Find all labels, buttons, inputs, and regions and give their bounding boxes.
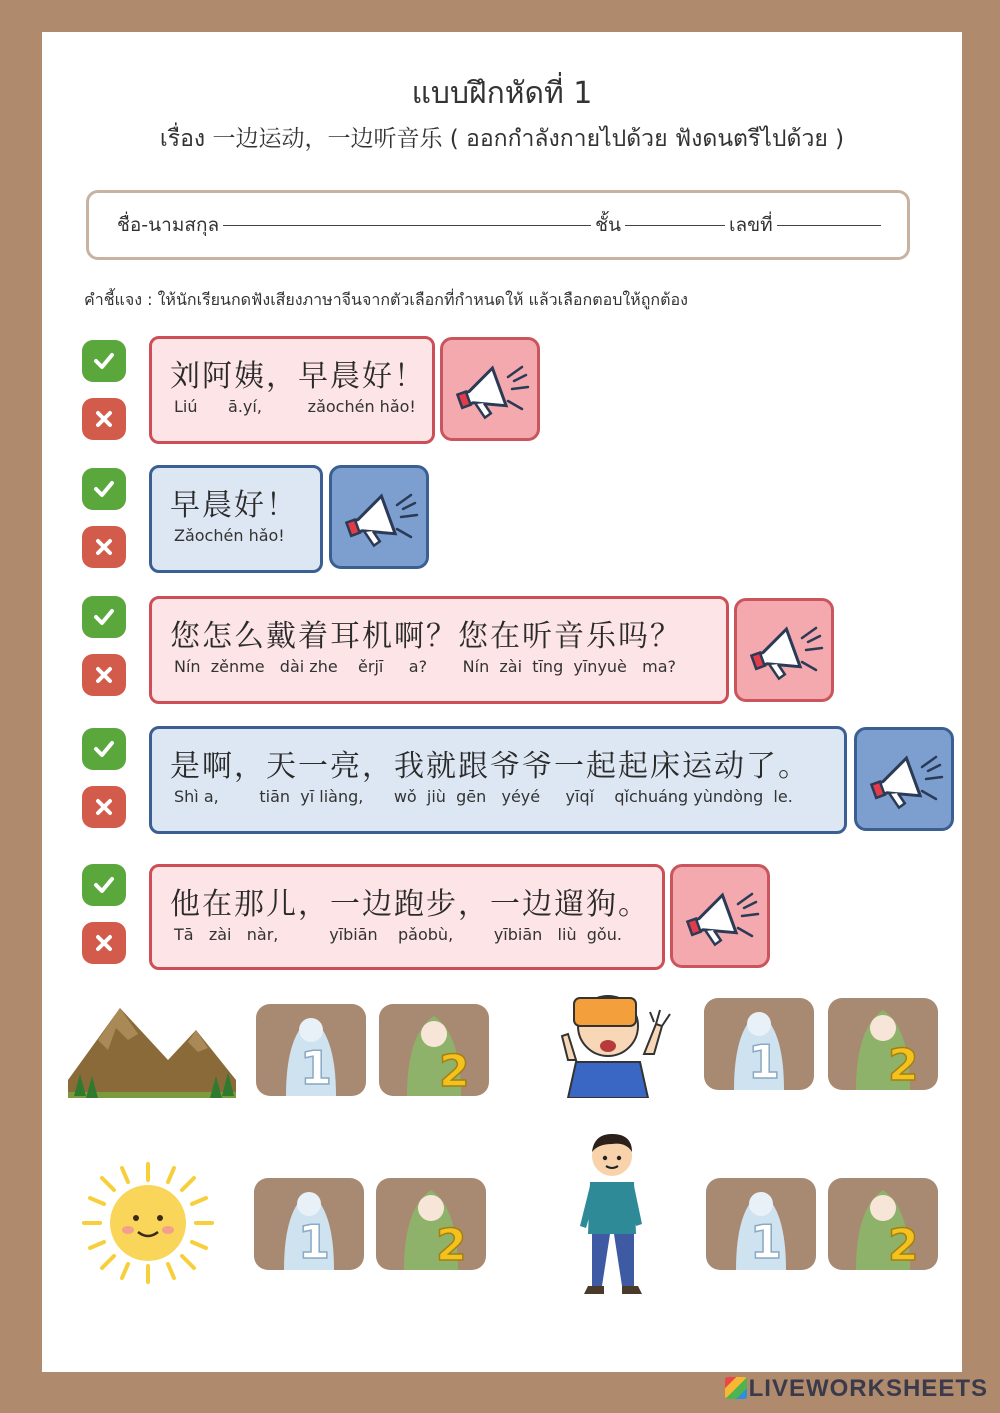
check-button[interactable]: [82, 864, 126, 906]
check-icon: [91, 872, 117, 898]
answer-option-2[interactable]: [828, 998, 938, 1090]
cross-button[interactable]: [82, 398, 126, 440]
answer-option-1[interactable]: [256, 1004, 366, 1096]
sun-picture: [80, 1160, 216, 1286]
name-label: ชื่อ-นามสกุล: [117, 214, 220, 236]
dialogue-bubble: [149, 596, 729, 704]
number-2-choice-icon: [379, 1004, 489, 1096]
pinyin-text: Shì a, tiān yī liàng, wǒ jiù gēn yéyé yīqǐ qǐchuáng yùndòng le.: [174, 787, 793, 806]
check-button[interactable]: [82, 468, 126, 510]
answer-option-2[interactable]: [376, 1178, 486, 1270]
liveworksheets-logo: [725, 1375, 988, 1403]
pinyin-text: Liú ā.yí, zǎochén hǎo!: [174, 397, 416, 416]
cross-button[interactable]: [82, 922, 126, 964]
svg-text:2: 2: [439, 1046, 470, 1096]
answer-option-2[interactable]: [828, 1178, 938, 1270]
instruction-text: คำชี้แจง : ให้นักเรียนกดฟังเสียงภาษาจีนจากตัวเลือกที่กำหนดให้ แล้วเลือกตอบให้ถูกต้อง: [84, 290, 688, 309]
play-audio-button[interactable]: [670, 864, 770, 968]
svg-text:1: 1: [748, 1035, 781, 1089]
page-subtitle: เรื่อง 一边运动，一边听音乐 ( ออกกำลังกายไปด้วย ฟังดนตรีไปด้วย ): [159, 126, 845, 152]
chinese-text: 您怎么戴着耳机啊？您在听音乐吗？: [170, 619, 682, 654]
chinese-text: 他在那儿，一边跑步，一边遛狗。: [170, 887, 650, 922]
page-title: แบบฝึกหัดที่ 1: [411, 76, 593, 111]
class-field[interactable]: [625, 224, 725, 226]
check-button[interactable]: [82, 596, 126, 638]
cross-button[interactable]: [82, 526, 126, 568]
play-audio-button[interactable]: [440, 337, 540, 441]
megaphone-icon: [337, 477, 421, 557]
mountain-picture: [68, 1000, 236, 1110]
answer-option-1[interactable]: [706, 1178, 816, 1270]
number-1-choice-icon: [256, 1004, 366, 1096]
number-2-choice-icon: [828, 998, 938, 1090]
cross-icon: [91, 662, 117, 688]
megaphone-icon: [862, 739, 946, 819]
number-1-choice-icon: [704, 998, 814, 1090]
chinese-text: 是啊，天一亮，我就跟爷爷一起起床运动了。: [170, 749, 810, 784]
check-button[interactable]: [82, 728, 126, 770]
number-1-choice-icon: [254, 1178, 364, 1270]
check-icon: [91, 476, 117, 502]
pinyin-text: Nín zěnme dài zhe ěrjī a? Nín zài tīng yīnyuè ma?: [174, 657, 677, 676]
answer-option-1[interactable]: [704, 998, 814, 1090]
check-button[interactable]: [82, 340, 126, 382]
play-audio-button[interactable]: [734, 598, 834, 702]
number-2-choice-icon: [828, 1178, 938, 1270]
class-label: ชั้น: [595, 214, 621, 236]
dialogue-bubble: [149, 465, 323, 573]
cross-icon: [91, 534, 117, 560]
answer-option-2[interactable]: [379, 1004, 489, 1096]
check-icon: [91, 604, 117, 630]
svg-text:2: 2: [888, 1040, 919, 1090]
student-info-box: [86, 190, 910, 260]
name-field[interactable]: [223, 224, 591, 226]
cross-icon: [91, 406, 117, 432]
play-audio-button[interactable]: [329, 465, 429, 569]
worksheet-page: [42, 32, 962, 1372]
dialogue-bubble: [149, 864, 665, 970]
play-audio-button[interactable]: [854, 727, 954, 831]
svg-text:1: 1: [300, 1041, 333, 1095]
svg-text:1: 1: [750, 1215, 783, 1269]
number-field[interactable]: [777, 224, 881, 226]
dialogue-bubble: [149, 336, 435, 444]
svg-text:1: 1: [298, 1215, 331, 1269]
pinyin-text: Tā zài nàr, yībiān pǎobù, yībiān liù gǒu.: [174, 925, 622, 944]
dialogue-bubble: [149, 726, 847, 834]
check-icon: [91, 736, 117, 762]
svg-text:2: 2: [888, 1220, 919, 1270]
svg-text:2: 2: [436, 1220, 467, 1270]
cross-button[interactable]: [82, 786, 126, 828]
cross-icon: [91, 930, 117, 956]
answer-option-1[interactable]: [254, 1178, 364, 1270]
number-1-choice-icon: [706, 1178, 816, 1270]
logo-icon: [725, 1377, 747, 1399]
megaphone-icon: [448, 349, 532, 429]
number-2-choice-icon: [376, 1178, 486, 1270]
cross-icon: [91, 794, 117, 820]
chinese-text: 刘阿姨，早晨好！: [170, 359, 426, 394]
check-icon: [91, 348, 117, 374]
megaphone-icon: [678, 876, 762, 956]
number-label: เลขที่: [728, 214, 773, 236]
cross-button[interactable]: [82, 654, 126, 696]
vr-headset-boy-picture: [558, 980, 690, 1098]
megaphone-icon: [742, 610, 826, 690]
chinese-text: 早晨好！: [170, 488, 298, 523]
brand-text: LIVEWORKSHEETS: [748, 1375, 988, 1402]
pinyin-text: Zǎochén hǎo!: [174, 526, 285, 545]
walking-boy-picture: [572, 1130, 654, 1296]
